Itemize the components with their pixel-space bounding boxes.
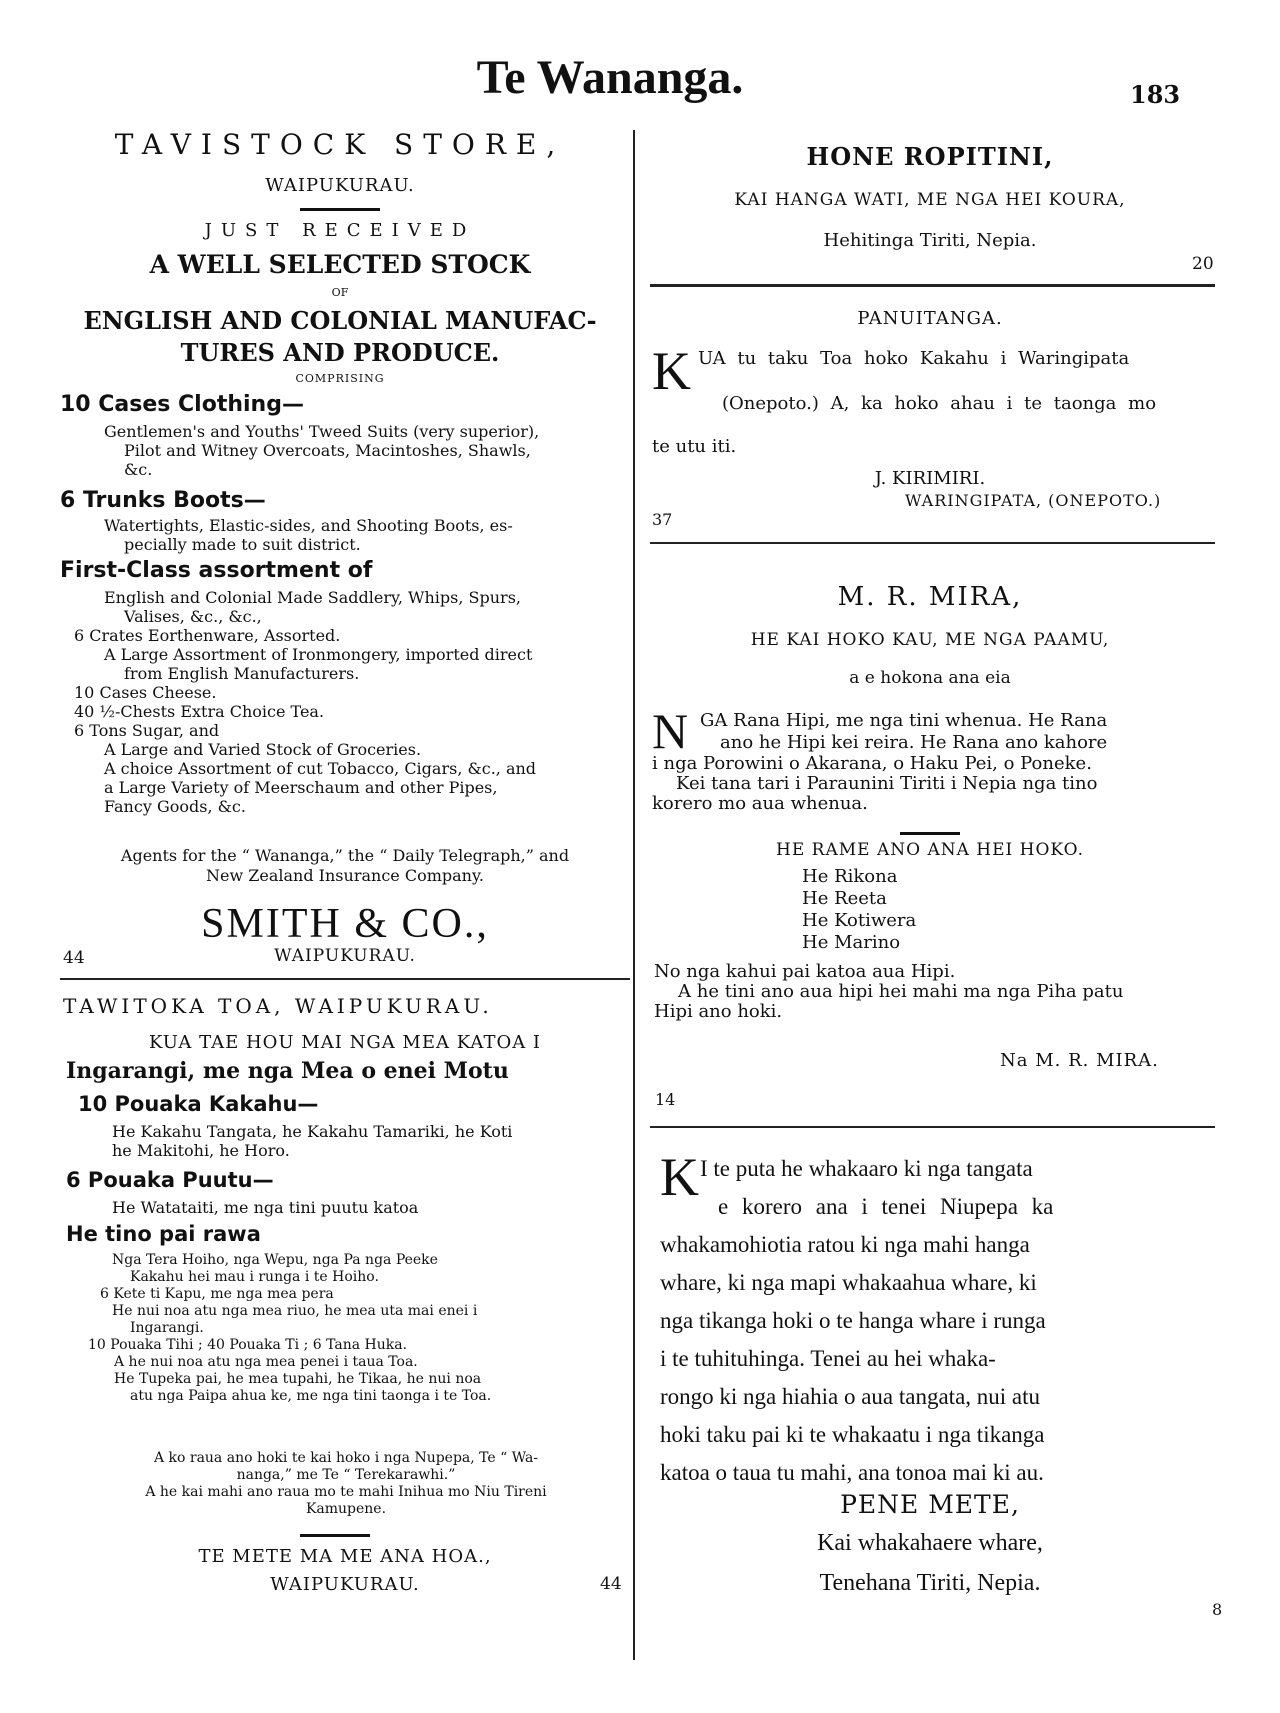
item-line: atu nga Paipa ahua ke, me nga tini taonga i te Toa. (130, 1388, 492, 1404)
mira-line: korero mo aua whenua. (652, 793, 868, 814)
agents-line: Agents for the “ Wananga,” the “ Daily Telegraph,” and (120, 846, 570, 865)
item-title: 10 Cases Clothing— (60, 392, 304, 417)
item-title: He tino pai rawa (66, 1222, 261, 1246)
item-line: He Watataiti, me nga tini puutu katoa (112, 1198, 419, 1217)
pene-address: Tenehana Tiriti, Nepia. (819, 1570, 1041, 1596)
mira-line: ano he Hipi kei reira. He Rana ano kahore (720, 732, 1108, 753)
item-title: First-Class assortment of (60, 558, 373, 583)
stock-line: Fancy Goods, &c. (104, 797, 246, 816)
mira-tail: Hipi ano hoki. (654, 1001, 783, 1022)
item-line: A he nui noa atu nga mea penei i taua Toa. (114, 1354, 418, 1370)
hone-name: HONE ROPITINI, (806, 142, 1054, 171)
item-line: Valises, &c., &c., (124, 607, 262, 626)
pene-line: whakamohiotia ratou ki nga mahi hanga (660, 1232, 1030, 1257)
agents-line: A ko raua ano hoki te kai hoko i nga Nupepa, Te “ Wa- (153, 1450, 539, 1466)
tawitoka-subtitle2: Ingarangi, me nga Mea o enei Motu (66, 1058, 509, 1084)
item-line: 6 Kete ti Kapu, me nga mea pera (100, 1286, 334, 1302)
agents-line: New Zealand Insurance Company. (206, 866, 484, 885)
of-label: OF (331, 286, 349, 299)
stock-line: A Large Assortment of Ironmongery, imported direct (104, 645, 533, 664)
just-received: JUST RECEIVED (204, 220, 476, 241)
panuitanga-line: UA tu taku Toa hoko Kakahu i Waringipata (698, 348, 1130, 369)
tavistock-place: WAIPUKURAU. (265, 175, 415, 196)
stock-line: 6 Tons Sugar, and (74, 721, 220, 740)
divider (60, 978, 630, 980)
item-line: he Makitohi, he Horo. (112, 1141, 290, 1160)
pene-line: hoki taku pai ki te whakaatu i nga tikanga (660, 1422, 1045, 1447)
panuitanga-signer: J. KIRIMIRI. (874, 468, 986, 489)
ram-item: He Reeta (802, 888, 887, 909)
mira-sub: a e hokona ana eia (849, 668, 1011, 688)
mira-line: Kei tana tari i Paraunini Tiriti i Nepia nga tino (676, 773, 1098, 794)
tawitoka-firm: TE METE MA ME ANA HOA., (198, 1546, 492, 1567)
pene-line: I te puta he whakaaro ki nga tangata (700, 1156, 1033, 1181)
comprising-label: COMPRISING (295, 372, 385, 385)
heading-line1: ENGLISH AND COLONIAL MANUFAC- (83, 306, 597, 335)
pene-line: katoa o taua tu mahi, ana tonoa mai ki au. (660, 1460, 1044, 1485)
item-line: &c. (124, 460, 153, 479)
mira-trade: HE KAI HOKO KAU, ME NGA PAAMU, (750, 630, 1110, 650)
panuitanga-signer-place: WARINGIPATA, (ONEPOTO.) (905, 491, 1162, 510)
rams-title: HE RAME ANO ANA HEI HOKO. (776, 840, 1084, 860)
tawitoka-firm-place: WAIPUKURAU. (270, 1574, 420, 1595)
item-title: 6 Trunks Boots— (60, 488, 266, 513)
divider (300, 1534, 370, 1537)
item-title: 6 Pouaka Puutu— (66, 1168, 274, 1192)
column-divider (633, 130, 635, 1660)
panuitanga-title: PANUITANGA. (857, 308, 1003, 329)
pene-line: e korero ana i tenei Niupepa ka (718, 1194, 1054, 1219)
item-line: Kakahu hei mau i runga i te Hoiho. (130, 1269, 379, 1285)
hone-address: Hehitinga Tiriti, Nepia. (823, 230, 1037, 251)
item-line: 10 Pouaka Tihi ; 40 Pouaka Ti ; 6 Tana Huka. (88, 1337, 408, 1353)
stock-line: from English Manufacturers. (124, 664, 360, 683)
stock-line: A Large and Varied Stock of Groceries. (104, 740, 422, 759)
ad-ref: 44 (600, 1574, 622, 1594)
agents-line: A he kai mahi ano raua mo te mahi Inihua mo Niu Tireni (145, 1484, 547, 1500)
tawitoka-title: TAWITOKA TOA, WAIPUKURAU. (63, 994, 493, 1018)
page-number: 183 (1130, 80, 1181, 109)
panuitanga-line: te utu iti. (652, 436, 737, 457)
firm-name: SMITH & CO., (201, 901, 489, 947)
ad-ref: 44 (63, 948, 85, 968)
tawitoka-subtitle: KUA TAE HOU MAI NGA MEA KATOA I (148, 1032, 542, 1053)
mira-tail: A he tini ano aua hipi hei mahi ma nga Piha patu (678, 981, 1124, 1002)
ad-ref: 20 (1192, 254, 1214, 274)
pene-line: i te tuhituhinga. Tenei au hei whaka- (660, 1346, 996, 1371)
item-line: Pilot and Witney Overcoats, Macintoshes, Shawls, (124, 441, 531, 460)
pene-line: whare, ki nga mapi whakaahua whare, ki (660, 1270, 1037, 1295)
item-line: He Kakahu Tangata, he Kakahu Tamariki, he Koti (112, 1122, 513, 1141)
dropcap: N (652, 703, 689, 759)
item-line: English and Colonial Made Saddlery, Whips, Spurs, (104, 588, 521, 607)
panuitanga-line: (Onepoto.) A, ka hoko ahau i te taonga mo (722, 393, 1157, 414)
pene-role: Kai whakahaere whare, (817, 1530, 1043, 1556)
ram-item: He Rikona (802, 866, 898, 887)
tavistock-name: TAVISTOCK STORE, (114, 128, 566, 161)
ad-ref: 8 (1212, 1600, 1223, 1619)
divider (650, 284, 1215, 287)
item-line: He Tupeka pai, he mea tupahi, he Tikaa, he nui noa (114, 1371, 482, 1387)
divider (650, 542, 1215, 544)
stock-line: a Large Variety of Meerschaum and other Pipes, (104, 778, 498, 797)
item-title: 10 Pouaka Kakahu— (78, 1092, 319, 1116)
item-line: He nui noa atu nga mea riuo, he mea uta mai enei i (112, 1303, 478, 1319)
pene-line: nga tikanga hoki o te hanga whare i runga (660, 1308, 1046, 1333)
stock-line: 6 Crates Eorthenware, Assorted. (74, 626, 341, 645)
agents-line: nanga,” me Te “ Terekarawhi.” (236, 1467, 456, 1483)
mira-line: GA Rana Hipi, me nga tini whenua. He Rana (700, 710, 1108, 731)
hone-trade: KAI HANGA WATI, ME NGA HEI KOURA, (734, 190, 1126, 210)
ram-item: He Kotiwera (802, 910, 917, 931)
item-line: Watertights, Elastic-sides, and Shooting Boots, es- (104, 516, 513, 535)
well-selected: A WELL SELECTED STOCK (149, 250, 531, 279)
ad-ref: 14 (655, 1090, 676, 1109)
divider (900, 832, 960, 835)
mira-sign: Na M. R. MIRA. (1000, 1050, 1159, 1071)
stock-line: 10 Cases Cheese. (74, 683, 217, 702)
dropcap: K (660, 1147, 699, 1207)
pene-line: rongo ki nga hiahia o aua tangata, nui atu (660, 1384, 1041, 1409)
ram-item: He Marino (802, 932, 901, 953)
stock-line: A choice Assortment of cut Tobacco, Cigars, &c., and (104, 759, 537, 778)
item-line: Ingarangi. (130, 1320, 204, 1336)
divider (650, 1126, 1215, 1128)
ad-ref: 37 (652, 510, 673, 529)
heading-line2: TURES AND PRODUCE. (180, 338, 500, 367)
mira-line: i nga Porowini o Akarana, o Haku Pei, o Poneke. (652, 753, 1092, 774)
item-line: Nga Tera Hoiho, nga Wepu, nga Pa nga Peeke (112, 1252, 438, 1268)
mira-tail: No nga kahui pai katoa aua Hipi. (654, 961, 956, 982)
mira-name: M. R. MIRA, (837, 582, 1023, 612)
item-line: Gentlemen's and Youths' Tweed Suits (very superior), (104, 422, 540, 441)
dropcap: K (652, 341, 691, 401)
pene-name: PENE METE, (840, 1490, 1020, 1519)
agents-line: Kamupene. (305, 1501, 387, 1517)
item-line: pecially made to suit district. (124, 535, 361, 554)
page-title: Te Wananga. (476, 51, 744, 104)
stock-line: 40 ½-Chests Extra Choice Tea. (74, 702, 325, 721)
divider (300, 208, 380, 211)
firm-place: WAIPUKURAU. (274, 946, 416, 966)
